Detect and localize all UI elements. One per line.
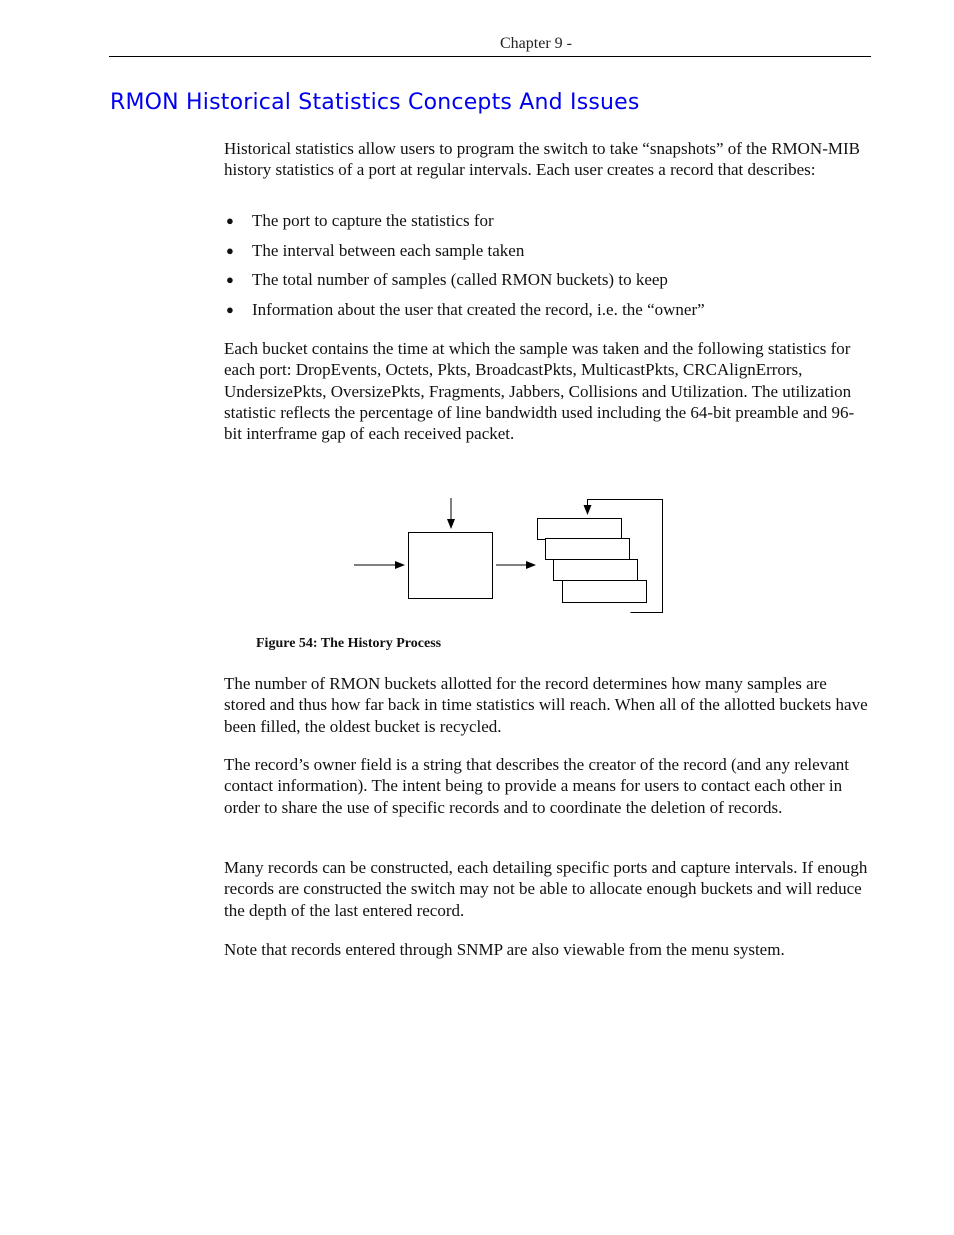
chapter-header: Chapter 9 - [500,35,572,52]
list-item [224,210,705,231]
header-rule [109,56,871,57]
bucket-box [538,519,622,540]
bullet-icon: ● [226,272,234,287]
bucket-contents-paragraph: Each bucket contains the time at which the sample was taken and the following statistics for each port: DropEvents, Octets, Pkts, BroadcastPkts, MulticastPkts, CRCAlignErrors, UndersizePkts, OversizePkts, Fragments, Jabbers, Collisions and Utilization. The utilization statistic reflects the percentage of line bandwidth used including the 64-bit preamble and 96-bit interframe gap of each received packet. [224,339,855,444]
list-item-text: The interval between each sample taken [252,240,525,260]
snmp-note-paragraph: Note that records entered through SNMP are also viewable from the menu system. [224,940,785,959]
many-records-paragraph: Many records can be constructed, each detailing specific ports and capture intervals. If enough records are constructed the switch may not be able to allocate enough buckets and will reduce the depth of the last entered record. [224,858,868,920]
bucket-box [554,560,638,581]
list-item [224,299,705,320]
intro-paragraph: Historical statistics allow users to program the switch to take “snapshots” of the RMON-MIB history statistics of a port at regular intervals. Each user creates a record that describes: [224,139,860,180]
buckets-allotted-paragraph: The number of RMON buckets allotted for the record determines how many samples are stored and thus how far back in time statistics will reach. When all of the allotted buckets have been filled, the oldest bucket is recycled. [224,674,868,736]
bullet-icon: ● [226,213,234,228]
list-item-text: The total number of samples (called RMON buckets) to keep [252,270,668,289]
owner-field-paragraph: The record’s owner field is a string that describes the creator of the record (and any relevant contact information). The intent being to provide a means for users to contact each other in order to share the use of specific records and to coordinate the deletion of records. [224,755,849,817]
list-item [224,240,705,261]
history-process-diagram [350,495,670,620]
bullet-icon: ● [226,242,234,258]
sampler-box [409,533,493,599]
list-item-text: Information about the user that created the record, i.e. the “owner” [252,299,705,319]
figure-caption: Figure 54: The History Process [256,636,442,651]
list-item [224,269,705,290]
list-item-text: The port to capture the statistics for [252,211,494,230]
bullet-icon: ● [226,301,234,317]
section-title: RMON Historical Statistics Concepts And Issues [110,90,640,115]
bucket-box [546,539,630,560]
record-fields-list [224,210,705,328]
bucket-box [563,581,647,603]
